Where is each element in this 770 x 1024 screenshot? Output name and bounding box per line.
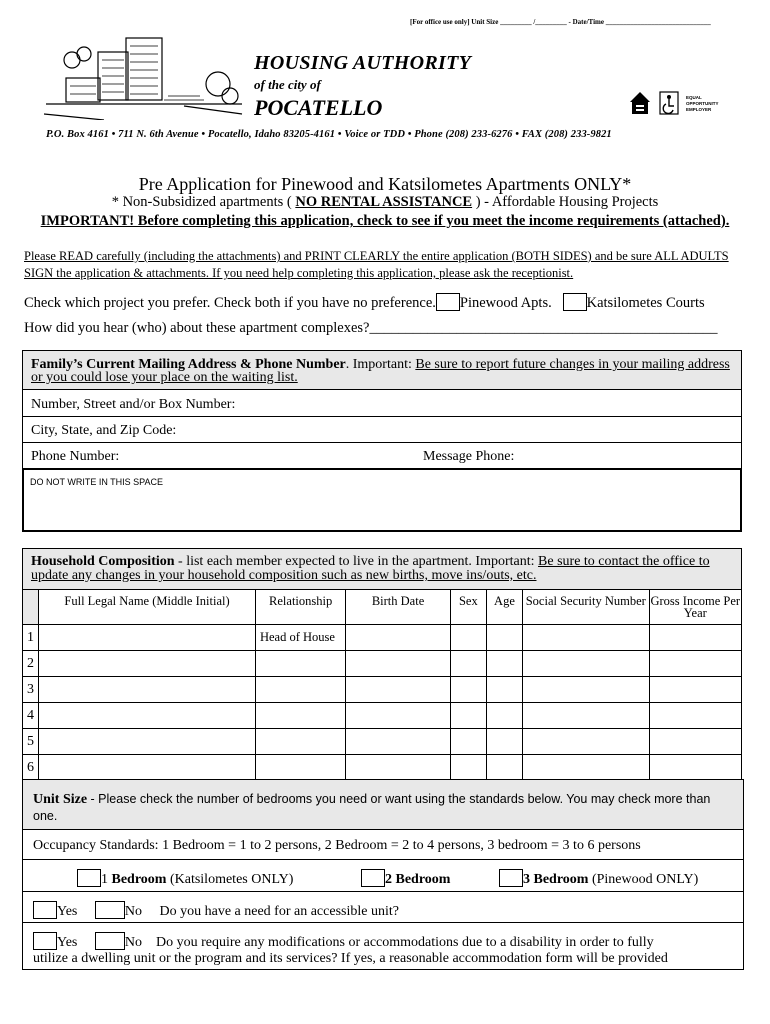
- modifications-row: Yes No Do you require any modifications or accommodations due to a disability in order to fully utilize a dwelling unit or the program and its services? If yes, a reasonable accommodation form will be provided: [22, 922, 744, 970]
- table-row: 5: [23, 729, 742, 755]
- table-row: 6: [23, 755, 742, 781]
- page-title: Pre Application for Pinewood and Katsilometes Apartments ONLY*: [138, 174, 632, 194]
- col-relationship: Relationship: [255, 590, 345, 625]
- message-phone-field[interactable]: Message Phone:: [423, 449, 515, 464]
- hear-about-question[interactable]: How did you hear (who) about these apartment complexes?________________________________________________: [24, 320, 718, 336]
- svg-text:EMPLOYER: EMPLOYER: [686, 107, 712, 112]
- equal-housing-logos: [628, 86, 720, 122]
- household-section-header: Household Composition - list each member expected to live in the apartment. Important: Be sure to contact the office to update any changes in your household composition such as new births, move ins/outs, etc.: [22, 548, 742, 590]
- occupancy-standards-row: [22, 829, 744, 860]
- household-table-header: [23, 590, 742, 625]
- accessible-question: Do you have a need for an accessible unit?: [159, 904, 399, 919]
- col-age: Age: [486, 590, 522, 625]
- building-illustration: [44, 34, 244, 120]
- instructions: Please READ carefully (including the attachments) and PRINT CLEARLY the entire application (BOTH SIDES) and be sure ALL ADULTS SIGN the application & attachments. If you need help completing this application, please ask the receptionist.: [24, 249, 729, 280]
- org-address: P.O. Box 4161 • 711 N. 6th Avenue • Pocatello, Idaho 83205-4161 • Voice or TDD • Phone (208) 233-6276 • FAX (208) 233-9821: [46, 129, 612, 140]
- option-3-bedroom[interactable]: 3 Bedroom (Pinewood ONLY): [499, 869, 698, 888]
- city-field[interactable]: City, State, and Zip Code:: [31, 423, 177, 438]
- org-of-city: of the city of: [254, 77, 321, 92]
- phone-field[interactable]: Phone Number:: [31, 449, 120, 464]
- accessible-no-checkbox[interactable]: [95, 901, 125, 919]
- office-use-box: [22, 468, 742, 532]
- col-sex: Sex: [450, 590, 486, 625]
- col-ssn: Social Security Number: [523, 590, 650, 625]
- accessible-unit-row: Yes No Do you have a need for an accessible unit?: [22, 891, 744, 923]
- table-row: 2: [23, 651, 742, 677]
- col-name: Full Legal Name (Middle Initial): [39, 590, 256, 625]
- equal-housing-icon: [630, 92, 650, 114]
- svg-text:EQUAL: EQUAL: [686, 95, 702, 100]
- page-subtitle: * Non-Subsidized apartments ( NO RENTAL ASSISTANCE ) - Affordable Housing Projects: [111, 194, 659, 210]
- modifications-yes-checkbox[interactable]: [33, 932, 57, 950]
- address-fields: [22, 389, 742, 469]
- accessible-yes-checkbox[interactable]: [33, 901, 57, 919]
- accessibility-icon: [660, 92, 678, 114]
- option-1-bedroom[interactable]: 1 Bedroom (Katsilometes ONLY): [77, 869, 293, 888]
- option-2-bedroom[interactable]: 2 Bedroom: [361, 869, 450, 888]
- modifications-question: Do you require any modifications or accommodations due to a disability in order to fully: [156, 935, 654, 950]
- table-row: 4: [23, 703, 742, 729]
- unit-size-header: Unit Size - Please check the number of bedrooms you need or want using the standards below. You may check more than one.: [22, 779, 744, 830]
- three-bedroom-checkbox[interactable]: [499, 869, 523, 887]
- modifications-no-checkbox[interactable]: [95, 932, 125, 950]
- pinewood-checkbox[interactable]: [436, 293, 460, 311]
- col-income: Gross Income Per Year: [649, 590, 741, 625]
- two-bedroom-checkbox[interactable]: [361, 869, 385, 887]
- col-birth-date: Birth Date: [346, 590, 450, 625]
- office-use-note: DO NOT WRITE IN THIS SPACE: [30, 477, 164, 487]
- katsilometes-checkbox[interactable]: [563, 293, 587, 311]
- one-bedroom-checkbox[interactable]: [77, 869, 101, 887]
- important-notice: IMPORTANT! Before completing this application, check to see if you meet the income requirements (attached).: [40, 213, 730, 229]
- street-field[interactable]: Number, Street and/or Box Number:: [31, 397, 236, 412]
- project-preference: Check which project you prefer. Check both if you have no preference. Pinewood Apts. Katsilometes Courts: [24, 295, 705, 311]
- org-city: POCATELLO: [254, 95, 383, 120]
- org-title: HOUSING AUTHORITY: [254, 52, 472, 74]
- table-row: 1 Head of House: [23, 625, 742, 651]
- office-use-line: [For office use only] Unit Size _________ /_________ - Date/Time ______________________________: [410, 18, 711, 26]
- modifications-question-cont: utilize a dwelling unit or the program and its services? If yes, a reasonable accommodation form will be provided: [33, 951, 668, 966]
- household-table: [22, 589, 742, 781]
- bedroom-options-row: [22, 859, 744, 892]
- occupancy-standards: Occupancy Standards: 1 Bedroom = 1 to 2 persons, 2 Bedroom = 2 to 4 persons, 3 bedroom = 3 to 6 persons: [33, 838, 641, 853]
- svg-text:OPPORTUNITY: OPPORTUNITY: [686, 101, 719, 106]
- address-section-header: Family’s Current Mailing Address & Phone Number. Important: Be sure to report future changes in your mailing address or you could lose your place on the waiting list.: [22, 350, 742, 390]
- table-row: 3: [23, 677, 742, 703]
- head-of-house: Head of House: [255, 625, 345, 651]
